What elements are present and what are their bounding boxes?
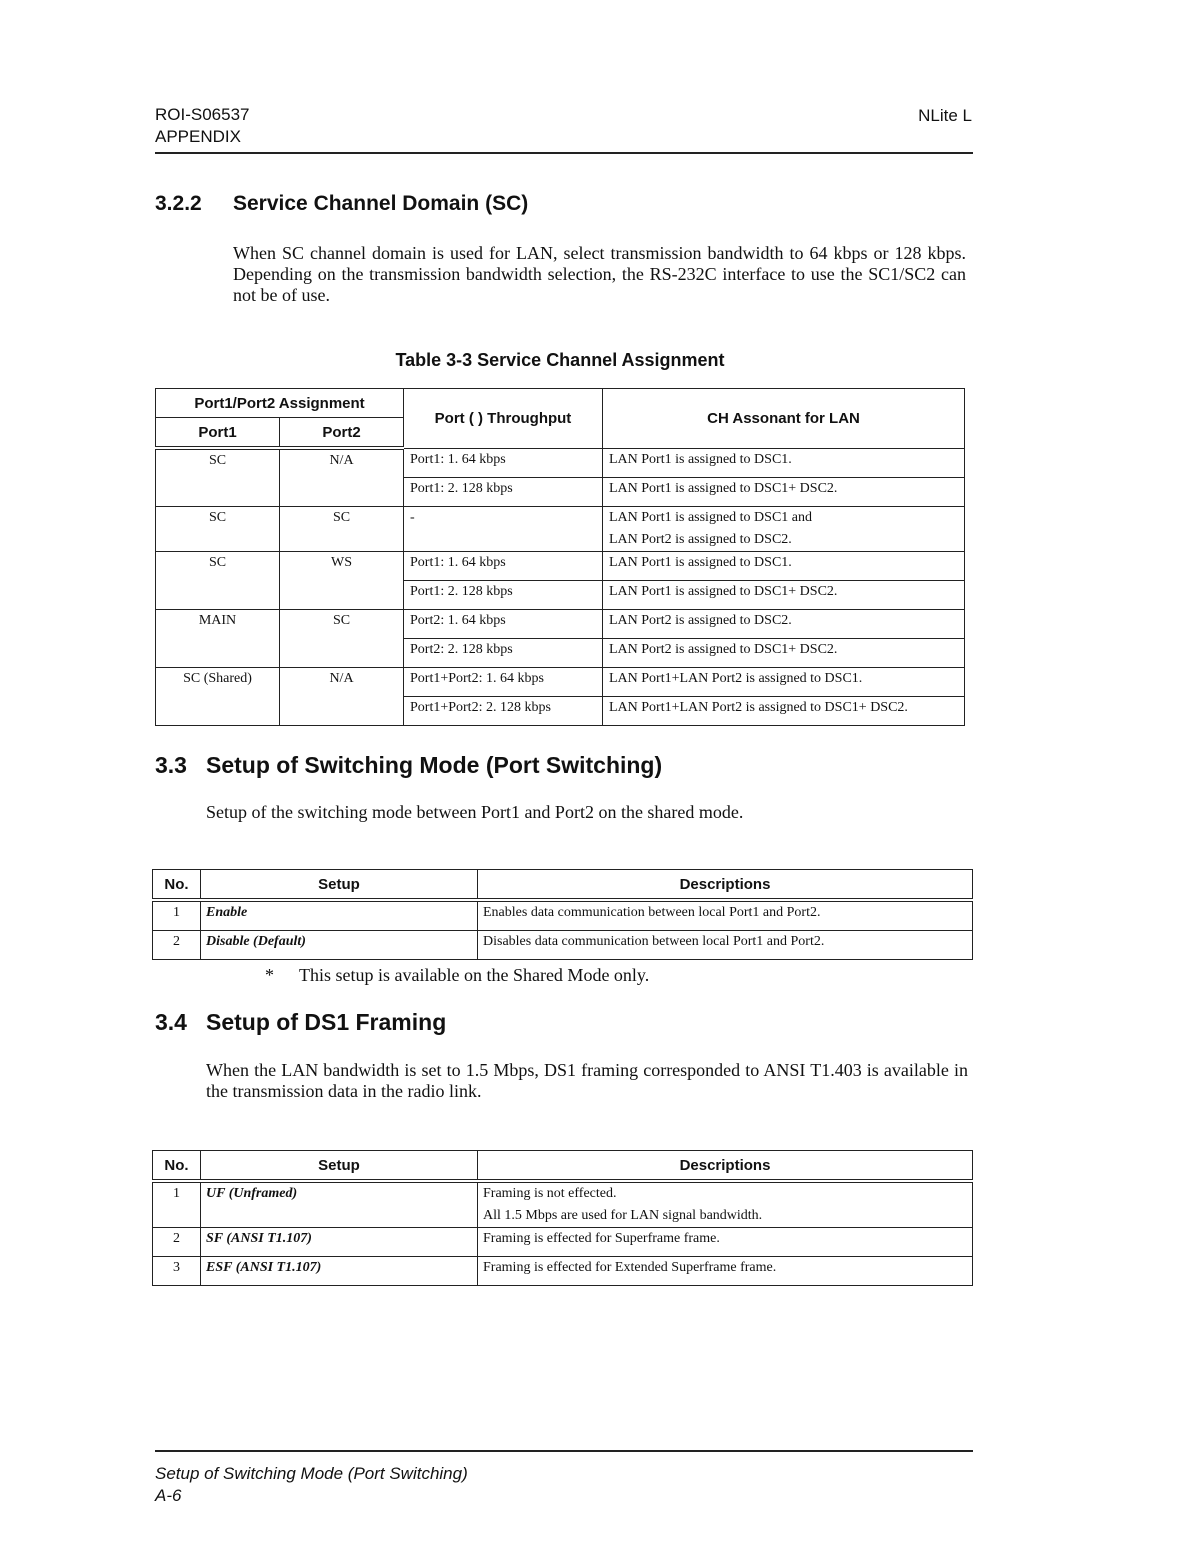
header-no: No. [153,870,201,901]
cell-setup: Disable (Default) [201,931,478,960]
header-descriptions: Descriptions [478,1151,973,1182]
cell-setup: SF (ANSI T1.107) [201,1228,478,1257]
table-row [153,900,973,931]
cell-description: Framing is effected for Extended Superframe frame. [478,1257,973,1286]
cell-throughput: - [404,506,603,551]
cell-throughput: Port1: 1. 64 kbps [404,551,603,580]
cell-throughput: Port2: 2. 128 kbps [404,638,603,667]
cell-port2: SC [280,506,404,551]
header-throughput: Port ( ) Throughput [404,389,603,449]
cell-port2: SC [280,609,404,667]
cell-setup: ESF (ANSI T1.107) [201,1257,478,1286]
table-row [153,1228,973,1257]
cell-port2: N/A [280,667,404,725]
header-no: No. [153,1151,201,1182]
cell-no: 3 [153,1257,201,1286]
header-left [155,104,250,148]
cell-ch: LAN Port2 is assigned to DSC2. [603,609,965,638]
header-rule [155,152,973,154]
cell-description-line: All 1.5 Mbps are used for LAN signal bandwidth. [483,1208,763,1223]
cell-ch: LAN Port2 is assigned to DSC1+ DSC2. [603,638,965,667]
header-assignment: Port1/Port2 Assignment [156,389,404,418]
cell-setup: Enable [201,900,478,931]
cell-port1: SC (Shared) [156,667,280,725]
cell-ch: LAN Port1 is assigned to DSC1+ DSC2. [603,580,965,609]
cell-description: Enables data communication between local Port1 and Port2. [478,900,973,931]
cell-throughput: Port1: 2. 128 kbps [404,477,603,506]
table-caption: Table 3-3 Service Channel Assignment [395,350,725,370]
cell-port1: SC [156,551,280,609]
doc-id: ROI-S06537 [155,105,250,124]
section-heading-3-3 [155,752,662,779]
cell-port2: N/A [280,448,404,506]
cell-description: Framing is effected for Superframe frame. [478,1228,973,1257]
cell-port1: SC [156,506,280,551]
section-title: Service Channel Domain (SC) [233,192,529,215]
header-setup: Setup [201,1151,478,1182]
cell-setup: UF (Unframed) [201,1181,478,1228]
section-heading-3-4 [155,1009,446,1036]
cell-ch-line: LAN Port2 is assigned to DSC2. [609,531,792,547]
table-row [153,1181,973,1228]
shared-mode-note [265,965,649,986]
cell-description [478,1181,973,1228]
table-row [153,931,973,960]
table-row [156,609,965,638]
service-channel-table [155,388,965,726]
cell-ch: LAN Port1 is assigned to DSC1. [603,448,965,477]
section-heading-3-2-2 [155,192,528,216]
cell-ch: LAN Port1+LAN Port2 is assigned to DSC1+ DSC2. [603,696,965,725]
product-name: NLite L [918,106,972,125]
cell-throughput: Port2: 1. 64 kbps [404,609,603,638]
ds1-framing-table [152,1150,973,1286]
header-port1: Port1 [156,418,280,449]
section-number: 3.4 [155,1009,187,1035]
cell-ch: LAN Port1+LAN Port2 is assigned to DSC1. [603,667,965,696]
note-text: This setup is available on the Shared Mode only. [299,965,650,985]
cell-ch: LAN Port1 is assigned to DSC1. [603,551,965,580]
footer-rule [155,1450,973,1452]
table-row [153,1257,973,1286]
cell-throughput: Port1+Port2: 1. 64 kbps [404,667,603,696]
cell-description: Disables data communication between local Port1 and Port2. [478,931,973,960]
header-port2: Port2 [280,418,404,449]
cell-ch-line: LAN Port1 is assigned to DSC1 and [609,509,812,525]
cell-no: 2 [153,931,201,960]
cell-port1: MAIN [156,609,280,667]
cell-port1: SC [156,448,280,506]
section-paragraph: When the LAN bandwidth is set to 1.5 Mbps, DS1 framing corresponded to ANSI T1.403 is available in the transmission data in the radio link. [206,1060,968,1101]
page-number: A-6 [155,1486,182,1505]
section-number: 3.2.2 [155,192,202,215]
footer-title: Setup of Switching Mode (Port Switching) [155,1464,468,1483]
cell-no: 2 [153,1228,201,1257]
doc-section: APPENDIX [155,127,241,146]
note-asterisk: * [265,965,274,985]
cell-description-line: Framing is not effected. [483,1186,617,1201]
cell-throughput: Port1: 1. 64 kbps [404,448,603,477]
footer [155,1463,468,1507]
header-descriptions: Descriptions [478,870,973,901]
cell-no: 1 [153,1181,201,1228]
table-row [156,506,965,551]
section-paragraph: When SC channel domain is used for LAN, select transmission bandwidth to 64 kbps or 128 kbps. Depending on the transmission bandwidth selection, the RS-232C interface to use the SC1/SC2 can not be of use. [233,243,966,305]
header-ch-assonant: CH Assonant for LAN [603,389,965,449]
table-row [156,667,965,696]
cell-ch: LAN Port1 is assigned to DSC1+ DSC2. [603,477,965,506]
header-setup: Setup [201,870,478,901]
cell-no: 1 [153,900,201,931]
cell-port2: WS [280,551,404,609]
section-title: Setup of Switching Mode (Port Switching) [206,752,663,778]
switching-mode-table [152,869,973,960]
cell-ch [603,506,965,551]
table-row [156,448,965,477]
table-row [156,551,965,580]
section-number: 3.3 [155,752,187,778]
cell-throughput: Port1: 2. 128 kbps [404,580,603,609]
section-paragraph: Setup of the switching mode between Port1 and Port2 on the shared mode. [206,802,744,822]
section-title: Setup of DS1 Framing [206,1009,447,1035]
cell-throughput: Port1+Port2: 2. 128 kbps [404,696,603,725]
